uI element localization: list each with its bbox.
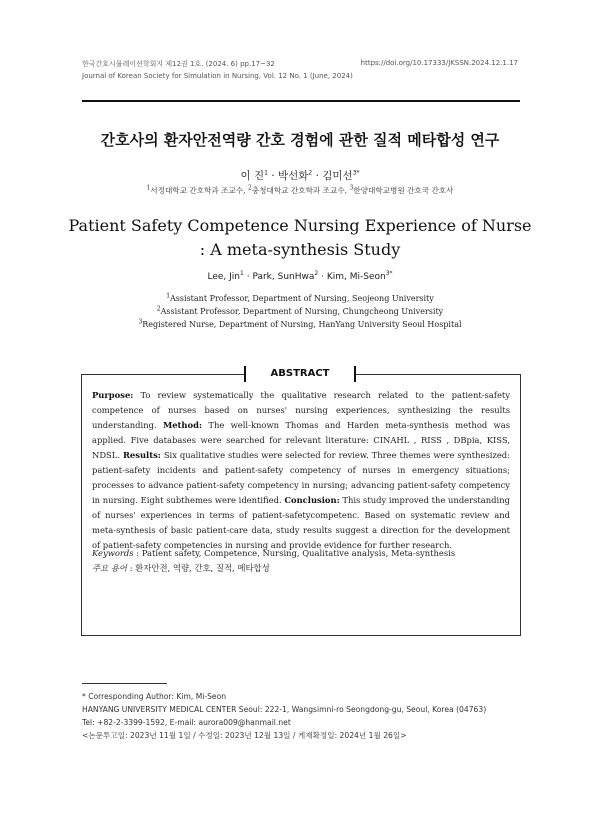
affil-text: Registered Nurse, Department of Nursing, HanYang University Seoul Hospital [142,320,462,329]
author-sup: 3* [352,169,360,177]
author-name: 박선화 [277,170,309,182]
author-sup: 3* [385,270,393,277]
affil-sup: 2 [156,305,161,313]
keywords-korean [92,561,510,576]
corresponding-author [82,691,522,702]
affiliation-line [0,318,600,331]
corresponding-address: HANYANG UNIVERSITY MEDICAL CENTER Seoul: 222-1, Wangsimni-ro Seongdong-gu, Seoul, Korea (04763) [82,705,487,714]
corr-name: Kim, Mi-Seon [173,692,227,701]
abstract-heading: ABSTRACT [244,365,356,383]
keywords-text: : Patient safety, Competence, Nursing, Qualitative analysis, Meta-synthesis [133,548,456,558]
korean-title: 간호사의 환자안전역량 간호 경험에 관한 질적 메타합성 연구 [100,131,500,149]
author-separator: · [321,272,324,282]
doi-link[interactable]: https://doi.org/10.17333/JKSSN.2024.12.1.17 [360,59,518,67]
affil-sup: 1 [166,292,171,300]
journal-header-english: Journal of Korean Society for Simulation in Nursing, Vol. 12 No. 1 (June, 2024) [82,72,353,80]
author-separator: · [271,170,275,182]
affil-sup: 3 [138,318,143,326]
corr-label: * Corresponding Author: [82,692,174,701]
author-sup: 2 [314,270,319,277]
affil-sup: 3 [349,184,354,192]
keywords-ko-label: 주요 용어 [92,563,128,573]
footnote-rule [82,683,167,684]
korean-authors [0,168,600,183]
english-authors [0,272,600,282]
author-name: Park, SunHwa [252,272,315,282]
results-text: Six qualitative studies were selected for review. Three themes were synthesized: patient-safety incidents and patient-safety competency of nurses in emergency situations; processes to advance patient-safety competency in nursing; advancing patient-safety competency in nursing. Eight subthemes were identified. [92,450,510,505]
affil-sup: 1 [146,184,151,192]
author-name: Lee, Jin [207,272,240,282]
affil-sup: 2 [247,184,252,192]
keywords-label: Keywords [92,548,134,558]
korean-affiliations [0,185,600,196]
affil-text: 충청대학교 간호학과 조교수, [251,186,350,195]
english-title-line2: : A meta-synthesis Study [199,240,401,259]
author-sup: 1 [264,169,268,177]
submission-dates: <논문투고일: 2023년 11월 1일 / 수정일: 2023년 12월 13일 / 게재확정일: 2024년 1월 26일> [82,731,407,740]
journal-header-korean: 한국간호시뮬레이션학회지 제12권 1호. (2024. 6) pp.17~32 [82,60,275,68]
conclusion-label: Conclusion: [284,495,340,505]
affil-text: Assistant Professor, Department of Nursing, Chungcheong University [160,307,444,316]
affil-text: Assistant Professor, Department of Nursing, Seojeong University [170,294,434,303]
affiliation-line [0,305,600,318]
abstract-body [92,388,510,553]
keywords-ko-text: : 환자안전, 역량, 간호, 질적, 메타합성 [127,563,270,573]
affiliation-line [0,292,600,305]
purpose-text: To review systematically the qualitative research related to the patient-safety competence of nurses based on nurses' nursing experiences, synthesizing the results understanding. [92,390,510,430]
english-title [0,214,600,262]
english-affiliations [0,292,600,331]
affil-text: 서정대학교 간호학과 조교수, [150,186,248,195]
author-name: 김미선 [322,170,353,182]
author-name: 이 진 [240,170,265,182]
conclusion-text: This study improved the understanding of nurses' experiences in terms of patient-safetycompetenc. Based on systematic review and meta-synthesis of basic patient-care data, study results suggest a direction for the development of patient-safety competencies in nursing and provide evidence for further research. [92,495,510,550]
purpose-label: Purpose: [92,390,134,400]
author-sup: 1 [239,270,244,277]
author-separator: · [246,272,250,282]
author-sup: 2 [308,169,313,177]
method-label: Method: [162,420,203,430]
results-label: Results: [122,450,161,460]
affil-text: 한양대학교병원 간호국 간호사 [353,186,454,195]
keywords-english [92,546,510,561]
english-title-line1: Patient Safety Competence Nursing Experience of Nurse [68,216,532,235]
author-name: Kim, Mi-Seon [326,272,386,282]
method-text: The well-known Thomas and Harden meta-synthesis method was applied. Five databases were searched for relevant literature: CINAHL , RISS , DBpia, KISS, NDSL. [92,420,511,460]
author-separator: · [315,170,319,182]
corresponding-contact: Tel: +82-2-3399-1592, E-mail: aurora009@hanmail.net [82,718,291,727]
header-rule [82,100,520,102]
